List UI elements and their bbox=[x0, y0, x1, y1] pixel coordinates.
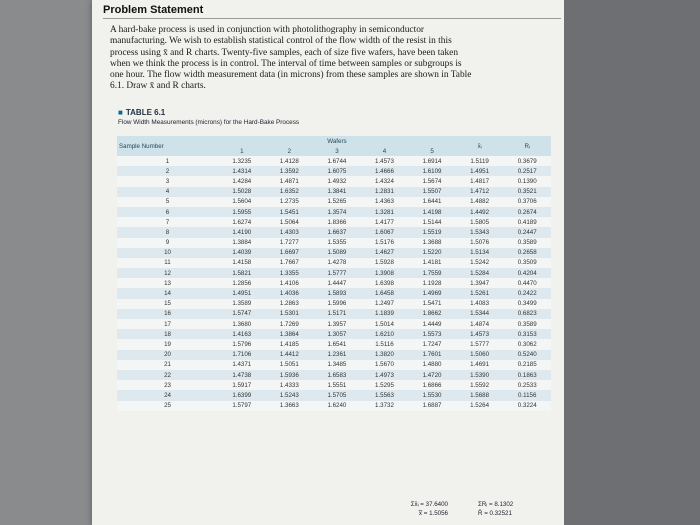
sum-r: ΣRᵢ = 8.1302 bbox=[478, 501, 514, 508]
wafer-4-cell: 1.3820 bbox=[361, 350, 409, 360]
wafer-4-cell: 1.6067 bbox=[361, 227, 409, 237]
wafer-3-cell: 1.6240 bbox=[313, 401, 361, 411]
sample-number-cell: 2 bbox=[117, 166, 218, 176]
wafer-3-cell: 1.4447 bbox=[313, 278, 361, 288]
wafer-5-cell: 1.7601 bbox=[408, 350, 456, 360]
wafer-1-cell: 1.7106 bbox=[218, 350, 266, 360]
table-row bbox=[117, 187, 551, 197]
sample-number-cell: 4 bbox=[117, 187, 218, 197]
wafer-2-cell: 1.5936 bbox=[266, 370, 314, 380]
wafer-5-cell: 1.5519 bbox=[408, 227, 456, 237]
sample-number-cell: 17 bbox=[117, 319, 218, 329]
heading-divider bbox=[103, 18, 561, 19]
sample-mean-cell: 1.4817 bbox=[456, 176, 504, 186]
wafer-2-cell: 1.3355 bbox=[266, 268, 314, 278]
table-row bbox=[117, 380, 551, 390]
table-label-text: TABLE 6.1 bbox=[125, 108, 166, 117]
sample-range-cell: 0.3589 bbox=[503, 238, 551, 248]
wafer-2-cell: 1.3864 bbox=[266, 329, 314, 339]
table-row bbox=[117, 370, 551, 380]
table-row bbox=[117, 288, 551, 298]
wafer-1-cell: 1.3680 bbox=[218, 319, 266, 329]
sample-range-cell: 0.4204 bbox=[503, 268, 551, 278]
wafer-4-cell: 1.3281 bbox=[361, 207, 409, 217]
wafer-1-cell: 1.3235 bbox=[218, 156, 266, 166]
wafer-1-cell: 1.5604 bbox=[218, 197, 266, 207]
table-row bbox=[117, 360, 551, 370]
sample-range-cell: 0.2517 bbox=[503, 166, 551, 176]
statement-line: A hard-bake process is used in conjunction with photolithography in semiconductor bbox=[110, 25, 425, 35]
sample-number-cell: 6 bbox=[117, 207, 218, 217]
wafer-1-cell: 1.3589 bbox=[218, 299, 266, 309]
statement-line: one hour. The flow width measurement data (in microns) from these samples are shown in Table bbox=[110, 70, 472, 81]
wafer-5-cell: 1.5507 bbox=[408, 187, 456, 197]
wafer-5-cell: 1.6887 bbox=[408, 401, 456, 411]
sample-range-cell: 0.3062 bbox=[503, 339, 551, 349]
table-row bbox=[117, 227, 551, 237]
page-title: Problem Statement bbox=[103, 4, 204, 16]
wafer-5-cell: 1.4880 bbox=[408, 360, 456, 370]
wafer-4-cell: 1.5670 bbox=[361, 360, 409, 370]
sample-range-cell: 0.2185 bbox=[503, 360, 551, 370]
sample-number-header: Sample Number bbox=[117, 136, 218, 156]
sample-mean-cell: 1.5119 bbox=[456, 156, 504, 166]
sample-number-cell: 5 bbox=[117, 197, 218, 207]
table-row bbox=[117, 258, 551, 268]
wafer-3-cell: 1.5171 bbox=[313, 309, 361, 319]
table-body bbox=[117, 156, 551, 411]
wafer-1-cell: 1.2856 bbox=[218, 278, 266, 288]
flow-width-table bbox=[117, 136, 551, 411]
sample-range-cell: 0.3224 bbox=[503, 401, 551, 411]
wafer-3-cell: 1.5777 bbox=[313, 268, 361, 278]
sample-number-cell: 3 bbox=[117, 176, 218, 186]
wafer-3-cell: 1.3841 bbox=[313, 187, 361, 197]
sample-number-cell: 8 bbox=[117, 227, 218, 237]
sample-mean-cell: 1.5242 bbox=[456, 258, 504, 268]
sample-range-cell: 0.2533 bbox=[503, 380, 551, 390]
table-row bbox=[117, 309, 551, 319]
sample-range-cell: 0.3153 bbox=[503, 329, 551, 339]
sample-range-cell: 0.2674 bbox=[503, 207, 551, 217]
wafer-2-cell: 1.5064 bbox=[266, 217, 314, 227]
sample-number-cell: 13 bbox=[117, 278, 218, 288]
wafer-3-cell: 1.2361 bbox=[313, 350, 361, 360]
wafer-header-4: 4 bbox=[361, 146, 409, 156]
wafer-1-cell: 1.4371 bbox=[218, 360, 266, 370]
r-bar: R̄ = 0.32521 bbox=[478, 510, 512, 517]
sample-mean-cell: 1.5060 bbox=[456, 350, 504, 360]
wafer-4-cell: 1.6398 bbox=[361, 278, 409, 288]
sample-mean-cell: 1.4083 bbox=[456, 299, 504, 309]
sample-mean-cell: 1.4691 bbox=[456, 360, 504, 370]
wafer-3-cell: 1.5265 bbox=[313, 197, 361, 207]
problem-statement bbox=[110, 25, 520, 93]
sum-xbar: Σx̄ᵢ = 37.6400 bbox=[410, 501, 448, 508]
wafer-3-cell: 1.6637 bbox=[313, 227, 361, 237]
left-margin bbox=[0, 0, 92, 525]
sample-mean-cell: 1.4573 bbox=[456, 329, 504, 339]
wafer-header-3: 3 bbox=[313, 146, 361, 156]
wafer-2-cell: 1.7277 bbox=[266, 238, 314, 248]
statement-line: process using x̄ and R charts. Twenty-five samples, each of size five wafers, have been taken bbox=[110, 47, 459, 58]
statement-line: manufacturing. We wish to establish statistical control of the flow width of the resist in this bbox=[110, 36, 452, 47]
table-row bbox=[117, 197, 551, 207]
sample-number-cell: 18 bbox=[117, 329, 218, 339]
wafer-5-cell: 1.6109 bbox=[408, 166, 456, 176]
wafer-4-cell: 1.2831 bbox=[361, 187, 409, 197]
wafer-2-cell: 1.7667 bbox=[266, 258, 314, 268]
wafer-2-cell: 1.4333 bbox=[266, 380, 314, 390]
wafer-3-cell: 1.5551 bbox=[313, 380, 361, 390]
wafer-3-cell: 1.6583 bbox=[313, 370, 361, 380]
table-row bbox=[117, 329, 551, 339]
wafer-3-cell: 1.8366 bbox=[313, 217, 361, 227]
wafer-1-cell: 1.5028 bbox=[218, 187, 266, 197]
sample-number-cell: 9 bbox=[117, 238, 218, 248]
sample-number-cell: 11 bbox=[117, 258, 218, 268]
sample-range-cell: 0.3499 bbox=[503, 299, 551, 309]
totals-row-sums bbox=[378, 501, 558, 510]
wafer-2-cell: 1.4185 bbox=[266, 339, 314, 349]
wafer-4-cell: 1.2497 bbox=[361, 299, 409, 309]
sample-number-cell: 1 bbox=[117, 156, 218, 166]
wafer-2-cell: 1.4036 bbox=[266, 288, 314, 298]
wafer-5-cell: 1.5220 bbox=[408, 248, 456, 258]
wafer-3-cell: 1.5893 bbox=[313, 288, 361, 298]
wafer-5-cell: 1.6866 bbox=[408, 380, 456, 390]
table-row bbox=[117, 299, 551, 309]
wafer-4-cell: 1.4973 bbox=[361, 370, 409, 380]
sample-number-cell: 7 bbox=[117, 217, 218, 227]
sample-mean-cell: 1.5076 bbox=[456, 238, 504, 248]
wafer-2-cell: 1.4106 bbox=[266, 278, 314, 288]
table-row bbox=[117, 248, 551, 258]
wafer-4-cell: 1.5116 bbox=[361, 339, 409, 349]
wafer-3-cell: 1.3485 bbox=[313, 360, 361, 370]
wafer-1-cell: 1.3884 bbox=[218, 238, 266, 248]
table-row bbox=[117, 390, 551, 400]
sample-range-cell: 0.2422 bbox=[503, 288, 551, 298]
wafer-1-cell: 1.4158 bbox=[218, 258, 266, 268]
statement-line: when we think the process is in control. The interval of time between samples or subgroups is bbox=[110, 58, 462, 69]
wafer-1-cell: 1.4190 bbox=[218, 227, 266, 237]
wafer-1-cell: 1.5747 bbox=[218, 309, 266, 319]
wafer-1-cell: 1.4738 bbox=[218, 370, 266, 380]
wafer-4-cell: 1.4666 bbox=[361, 166, 409, 176]
wafer-4-cell: 1.5176 bbox=[361, 238, 409, 248]
sample-range-cell: 0.2658 bbox=[503, 248, 551, 258]
range-header: Rᵢ bbox=[503, 136, 551, 156]
wafers-group-header: Wafers bbox=[218, 136, 456, 146]
wafer-2-cell: 1.6697 bbox=[266, 248, 314, 258]
table-row bbox=[117, 401, 551, 411]
wafer-3-cell: 1.3574 bbox=[313, 207, 361, 217]
wafer-5-cell: 1.6914 bbox=[408, 156, 456, 166]
right-margin bbox=[564, 0, 700, 525]
sample-range-cell: 0.3679 bbox=[503, 156, 551, 166]
wafer-header-2: 2 bbox=[266, 146, 314, 156]
wafer-2-cell: 1.4303 bbox=[266, 227, 314, 237]
sample-range-cell: 0.3706 bbox=[503, 197, 551, 207]
wafer-5-cell: 1.5471 bbox=[408, 299, 456, 309]
table-caption: Flow Width Measurements (microns) for the Hard-Bake Process bbox=[118, 119, 300, 126]
wafer-4-cell: 1.3908 bbox=[361, 268, 409, 278]
wafer-2-cell: 1.5301 bbox=[266, 309, 314, 319]
wafer-2-cell: 1.4128 bbox=[266, 156, 314, 166]
sample-mean-cell: 1.5134 bbox=[456, 248, 504, 258]
wafer-1-cell: 1.5955 bbox=[218, 207, 266, 217]
wafer-3-cell: 1.4278 bbox=[313, 258, 361, 268]
wafer-5-cell: 1.5144 bbox=[408, 217, 456, 227]
sample-number-cell: 22 bbox=[117, 370, 218, 380]
wafer-3-cell: 1.3957 bbox=[313, 319, 361, 329]
sample-mean-cell: 1.5777 bbox=[456, 339, 504, 349]
wafer-2-cell: 1.5243 bbox=[266, 390, 314, 400]
wafer-header-5: 5 bbox=[408, 146, 456, 156]
table-row bbox=[117, 156, 551, 166]
wafer-3-cell: 1.5355 bbox=[313, 238, 361, 248]
wafer-4-cell: 1.4177 bbox=[361, 217, 409, 227]
wafer-1-cell: 1.4284 bbox=[218, 176, 266, 186]
table-row bbox=[117, 319, 551, 329]
table-row bbox=[117, 176, 551, 186]
table-row bbox=[117, 217, 551, 227]
sample-number-cell: 15 bbox=[117, 299, 218, 309]
sample-number-cell: 24 bbox=[117, 390, 218, 400]
wafer-4-cell: 1.3732 bbox=[361, 401, 409, 411]
wafer-3-cell: 1.6744 bbox=[313, 156, 361, 166]
sample-mean-cell: 1.5344 bbox=[456, 309, 504, 319]
wafer-4-cell: 1.4324 bbox=[361, 176, 409, 186]
wafer-2-cell: 1.3592 bbox=[266, 166, 314, 176]
wafer-5-cell: 1.7559 bbox=[408, 268, 456, 278]
table-row bbox=[117, 238, 551, 248]
wafer-3-cell: 1.5089 bbox=[313, 248, 361, 258]
sample-range-cell: 0.6823 bbox=[503, 309, 551, 319]
sample-mean-cell: 1.4492 bbox=[456, 207, 504, 217]
sample-number-cell: 19 bbox=[117, 339, 218, 349]
wafer-5-cell: 1.4181 bbox=[408, 258, 456, 268]
grand-mean: x̿ = 1.5056 bbox=[418, 510, 448, 517]
sample-number-cell: 21 bbox=[117, 360, 218, 370]
wafer-2-cell: 1.2735 bbox=[266, 197, 314, 207]
sample-mean-cell: 1.4882 bbox=[456, 197, 504, 207]
sample-range-cell: 0.2447 bbox=[503, 227, 551, 237]
wafer-4-cell: 1.5295 bbox=[361, 380, 409, 390]
wafer-3-cell: 1.5996 bbox=[313, 299, 361, 309]
sample-number-cell: 23 bbox=[117, 380, 218, 390]
wafer-5-cell: 1.4449 bbox=[408, 319, 456, 329]
wafer-5-cell: 1.7247 bbox=[408, 339, 456, 349]
table-row bbox=[117, 166, 551, 176]
wafer-4-cell: 1.5563 bbox=[361, 390, 409, 400]
sample-range-cell: 0.4470 bbox=[503, 278, 551, 288]
wafer-3-cell: 1.6541 bbox=[313, 339, 361, 349]
table-row bbox=[117, 278, 551, 288]
wafer-1-cell: 1.6399 bbox=[218, 390, 266, 400]
wafer-5-cell: 1.6441 bbox=[408, 197, 456, 207]
wafer-2-cell: 1.4871 bbox=[266, 176, 314, 186]
totals-row-means bbox=[378, 510, 558, 519]
wafer-4-cell: 1.4573 bbox=[361, 156, 409, 166]
wafer-1-cell: 1.4163 bbox=[218, 329, 266, 339]
sample-mean-cell: 1.5264 bbox=[456, 401, 504, 411]
sample-number-cell: 20 bbox=[117, 350, 218, 360]
wafer-5-cell: 1.5674 bbox=[408, 176, 456, 186]
wafer-3-cell: 1.5705 bbox=[313, 390, 361, 400]
wafer-2-cell: 1.7269 bbox=[266, 319, 314, 329]
sample-mean-cell: 1.5284 bbox=[456, 268, 504, 278]
sample-range-cell: 0.4189 bbox=[503, 217, 551, 227]
wafer-1-cell: 1.4314 bbox=[218, 166, 266, 176]
wafer-5-cell: 1.4720 bbox=[408, 370, 456, 380]
wafer-5-cell: 1.8662 bbox=[408, 309, 456, 319]
wafer-5-cell: 1.4969 bbox=[408, 288, 456, 298]
table-row bbox=[117, 339, 551, 349]
wafer-2-cell: 1.5051 bbox=[266, 360, 314, 370]
table-label bbox=[118, 108, 165, 117]
sample-range-cell: 0.5240 bbox=[503, 350, 551, 360]
wafer-4-cell: 1.4363 bbox=[361, 197, 409, 207]
statement-line: 6.1. Draw x̄ and R charts. bbox=[110, 81, 206, 92]
sample-mean-cell: 1.5688 bbox=[456, 390, 504, 400]
table-row bbox=[117, 268, 551, 278]
wafer-2-cell: 1.5451 bbox=[266, 207, 314, 217]
sample-number-cell: 10 bbox=[117, 248, 218, 258]
wafer-2-cell: 1.3663 bbox=[266, 401, 314, 411]
sample-mean-cell: 1.5805 bbox=[456, 217, 504, 227]
sample-number-cell: 14 bbox=[117, 288, 218, 298]
wafer-4-cell: 1.1839 bbox=[361, 309, 409, 319]
wafer-2-cell: 1.2863 bbox=[266, 299, 314, 309]
wafer-1-cell: 1.5821 bbox=[218, 268, 266, 278]
wafer-3-cell: 1.3057 bbox=[313, 329, 361, 339]
sample-mean-cell: 1.4712 bbox=[456, 187, 504, 197]
wafer-5-cell: 1.3688 bbox=[408, 238, 456, 248]
wafer-2-cell: 1.4412 bbox=[266, 350, 314, 360]
bullet-icon: ■ bbox=[118, 108, 123, 117]
wafer-1-cell: 1.4951 bbox=[218, 288, 266, 298]
wafer-4-cell: 1.5928 bbox=[361, 258, 409, 268]
wafer-5-cell: 1.1928 bbox=[408, 278, 456, 288]
wafer-3-cell: 1.6075 bbox=[313, 166, 361, 176]
wafer-1-cell: 1.5796 bbox=[218, 339, 266, 349]
sample-mean-cell: 1.4874 bbox=[456, 319, 504, 329]
wafer-1-cell: 1.5917 bbox=[218, 380, 266, 390]
wafer-2-cell: 1.6352 bbox=[266, 187, 314, 197]
table-row bbox=[117, 207, 551, 217]
wafer-4-cell: 1.5014 bbox=[361, 319, 409, 329]
sample-range-cell: 0.1390 bbox=[503, 176, 551, 186]
sample-mean-cell: 1.3947 bbox=[456, 278, 504, 288]
sample-range-cell: 0.3509 bbox=[503, 258, 551, 268]
sample-number-cell: 12 bbox=[117, 268, 218, 278]
sample-mean-cell: 1.4951 bbox=[456, 166, 504, 176]
sample-mean-cell: 1.5592 bbox=[456, 380, 504, 390]
wafer-5-cell: 1.5530 bbox=[408, 390, 456, 400]
sample-range-cell: 0.3589 bbox=[503, 319, 551, 329]
table-totals bbox=[378, 501, 558, 519]
wafer-4-cell: 1.6458 bbox=[361, 288, 409, 298]
sample-range-cell: 0.1863 bbox=[503, 370, 551, 380]
sample-range-cell: 0.3521 bbox=[503, 187, 551, 197]
sample-mean-cell: 1.5343 bbox=[456, 227, 504, 237]
xbar-header: x̄ᵢ bbox=[456, 136, 504, 156]
wafer-4-cell: 1.4627 bbox=[361, 248, 409, 258]
wafer-header-1: 1 bbox=[218, 146, 266, 156]
sample-range-cell: 0.1156 bbox=[503, 390, 551, 400]
sample-mean-cell: 1.5261 bbox=[456, 288, 504, 298]
wafer-5-cell: 1.5573 bbox=[408, 329, 456, 339]
sample-mean-cell: 1.5390 bbox=[456, 370, 504, 380]
wafer-4-cell: 1.6210 bbox=[361, 329, 409, 339]
sample-number-cell: 16 bbox=[117, 309, 218, 319]
wafer-1-cell: 1.4039 bbox=[218, 248, 266, 258]
wafer-1-cell: 1.5797 bbox=[218, 401, 266, 411]
wafer-3-cell: 1.4932 bbox=[313, 176, 361, 186]
table-row bbox=[117, 350, 551, 360]
sample-number-cell: 25 bbox=[117, 401, 218, 411]
wafer-5-cell: 1.4198 bbox=[408, 207, 456, 217]
wafer-1-cell: 1.6274 bbox=[218, 217, 266, 227]
